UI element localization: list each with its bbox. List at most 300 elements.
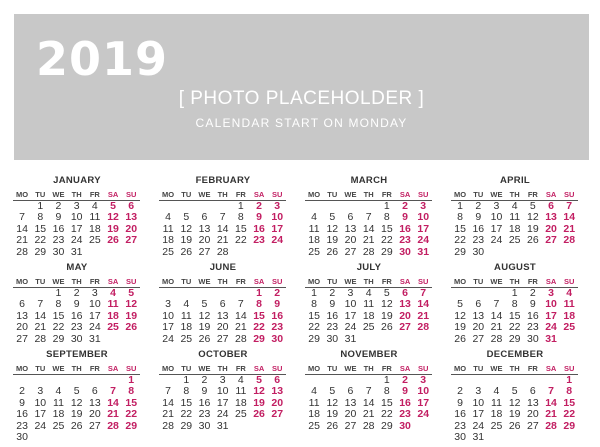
month-name: APRIL (500, 175, 530, 186)
day-cell: 5 (201, 298, 208, 311)
day-cell: 9 (73, 298, 80, 311)
day-cell: 2 (402, 200, 408, 212)
day-cell: 4 (91, 200, 98, 212)
month-february (159, 175, 287, 258)
weekday-header: WE (341, 277, 359, 288)
day-cell: 30 (16, 430, 28, 443)
day-cell: 3 (73, 200, 80, 212)
day-cell: 19 (180, 234, 193, 247)
day-cell: 7 (566, 200, 573, 212)
day-cell: 2 (256, 200, 262, 212)
month-july (305, 262, 433, 345)
day-cell: 31 (216, 419, 229, 432)
weekday-header: FR (524, 277, 542, 288)
day-cell: 13 (125, 211, 138, 224)
day-cell: 25 (89, 234, 101, 247)
day-cell: 1 (383, 374, 390, 386)
day-cell: 13 (545, 211, 557, 224)
day-cell: 17 (472, 408, 485, 421)
weekday-header: SU (122, 277, 140, 288)
weekday-header: WE (487, 277, 505, 288)
day-cell: 9 (402, 385, 408, 398)
day-cell: 13 (344, 222, 357, 235)
day-cell: 27 (344, 419, 357, 432)
day-cell: 5 (383, 287, 390, 299)
day-cell: 11 (89, 211, 101, 224)
weekday-header: WE (195, 277, 213, 288)
day-cell: 4 (237, 374, 244, 386)
day-cell: 14 (216, 222, 229, 235)
photo-placeholder-text: [ PHOTO PLACEHOLDER ] (178, 88, 425, 109)
day-cell: 5 (183, 211, 190, 224)
weekday-header: SA (542, 190, 560, 201)
day-cell: 11 (491, 396, 502, 409)
day-cell: 9 (55, 211, 62, 224)
month-november (305, 349, 433, 432)
day-cell: 27 (399, 321, 411, 334)
day-cell: 21 (362, 408, 375, 421)
weekday-header: FR (86, 190, 104, 201)
month-days-grid (451, 190, 579, 258)
weekday-header: MO (451, 190, 469, 201)
day-cell: 19 (70, 408, 83, 421)
day-cell: 5 (329, 211, 336, 224)
day-cell: 16 (399, 396, 411, 409)
day-cell: 18 (89, 222, 101, 235)
day-cell: 1 (55, 287, 62, 299)
day-cell: 12 (70, 396, 83, 409)
day-cell: 2 (201, 374, 208, 386)
day-cell: 15 (508, 309, 521, 322)
day-cell: 16 (198, 396, 211, 409)
month-january (13, 175, 141, 258)
day-cell: 7 (37, 298, 44, 311)
day-cell: 18 (490, 408, 503, 421)
day-cell: 20 (16, 321, 28, 334)
day-cell: 30 (472, 245, 485, 258)
month-days-grid (159, 190, 287, 258)
day-cell: 11 (235, 385, 247, 398)
weekday-header: MO (451, 364, 469, 375)
day-cell: 12 (107, 211, 119, 224)
weekday-header: WE (49, 190, 67, 201)
day-cell: 13 (216, 309, 229, 322)
day-cell: 23 (271, 321, 284, 334)
day-cell: 26 (198, 332, 211, 345)
day-cell: 8 (237, 211, 244, 224)
day-cell: 21 (362, 234, 375, 247)
photo-header (14, 14, 589, 160)
day-cell: 23 (399, 408, 411, 421)
weekday-header: FR (232, 277, 250, 288)
day-cell: 10 (216, 385, 229, 398)
day-cell: 3 (347, 287, 354, 299)
month-name: JUNE (209, 262, 237, 273)
weekday-header: SU (268, 364, 286, 375)
day-cell: 18 (162, 234, 174, 247)
day-cell: 20 (344, 234, 357, 247)
weekday-header: SU (560, 364, 578, 375)
month-days-grid (305, 190, 433, 258)
day-cell: 19 (381, 309, 393, 322)
day-cell: 29 (308, 332, 320, 345)
day-cell: 9 (274, 298, 281, 311)
day-cell: 15 (235, 222, 247, 235)
day-cell: 22 (454, 234, 466, 247)
day-cell: 6 (347, 211, 354, 224)
day-cell: 16 (326, 309, 339, 322)
day-cell: 27 (527, 419, 539, 432)
day-cell: 28 (107, 419, 119, 432)
day-cell: 13 (271, 385, 284, 398)
day-cell: 4 (511, 200, 518, 212)
day-cell: 31 (344, 332, 357, 345)
month-days-grid (305, 277, 433, 345)
day-cell: 19 (253, 396, 265, 409)
day-cell: 26 (381, 321, 393, 334)
weekday-header: TU (177, 190, 195, 201)
day-cell: 15 (381, 396, 393, 409)
month-june (159, 262, 287, 345)
day-cell: 10 (417, 211, 430, 224)
weekday-header: SU (268, 190, 286, 201)
day-cell: 7 (548, 385, 554, 398)
day-cell: 28 (545, 419, 557, 432)
day-cell: 2 (329, 287, 336, 299)
day-cell: 19 (527, 222, 539, 235)
day-cell: 26 (70, 419, 83, 432)
month-name: SEPTEMBER (46, 349, 108, 360)
weekday-header: WE (49, 364, 67, 375)
day-cell: 19 (454, 321, 466, 334)
day-cell: 17 (162, 321, 174, 334)
weekday-header: SA (104, 364, 122, 375)
month-days-grid (159, 277, 287, 345)
day-cell: 12 (253, 385, 265, 398)
day-cell: 20 (125, 222, 138, 235)
month-name: DECEMBER (486, 349, 544, 360)
day-cell: 12 (381, 298, 393, 311)
day-cell: 6 (402, 287, 408, 299)
day-cell: 21 (16, 234, 28, 247)
day-cell: 20 (198, 234, 211, 247)
day-cell: 1 (566, 374, 573, 386)
day-cell: 29 (454, 245, 466, 258)
day-cell: 27 (216, 332, 229, 345)
day-cell: 19 (508, 408, 521, 421)
month-days-grid (451, 364, 579, 443)
day-cell: 2 (402, 374, 408, 386)
weekday-header: TU (469, 364, 487, 375)
day-cell: 22 (34, 234, 47, 247)
day-cell: 3 (420, 374, 427, 386)
day-cell: 28 (16, 245, 28, 258)
weekday-header: WE (49, 277, 67, 288)
day-cell: 26 (326, 419, 339, 432)
day-cell: 5 (128, 287, 135, 299)
day-cell: 6 (19, 298, 26, 311)
day-cell: 24 (417, 408, 430, 421)
weekday-header: SU (122, 190, 140, 201)
day-cell: 24 (417, 234, 430, 247)
day-cell: 26 (107, 234, 119, 247)
weekday-header: TU (469, 190, 487, 201)
day-cell: 24 (70, 234, 83, 247)
day-cell: 26 (508, 419, 521, 432)
day-cell: 16 (16, 408, 28, 421)
year-title: 2019 (36, 32, 169, 86)
day-cell: 6 (201, 211, 208, 224)
day-cell: 1 (511, 287, 518, 299)
day-cell: 18 (362, 309, 375, 322)
day-cell: 11 (363, 298, 375, 311)
day-cell: 8 (457, 211, 464, 224)
day-cell: 25 (508, 234, 521, 247)
day-cell: 22 (125, 408, 138, 421)
month-april (451, 175, 579, 258)
day-cell: 7 (420, 287, 427, 299)
day-cell: 20 (344, 408, 357, 421)
weekday-header: TU (323, 277, 341, 288)
day-cell: 19 (326, 408, 339, 421)
month-december (451, 349, 579, 443)
day-cell: 1 (457, 200, 464, 212)
day-cell: 27 (545, 234, 557, 247)
day-cell: 22 (235, 234, 247, 247)
day-cell: 6 (529, 385, 536, 398)
day-cell: 29 (34, 245, 47, 258)
day-cell: 2 (55, 200, 62, 212)
weekday-header: MO (305, 277, 323, 288)
day-cell: 17 (271, 222, 284, 235)
day-cell: 15 (308, 309, 320, 322)
day-cell: 20 (545, 222, 557, 235)
day-cell: 29 (125, 419, 138, 432)
day-cell: 3 (475, 385, 482, 398)
weekday-header: SA (542, 364, 560, 375)
month-days-grid (13, 190, 141, 258)
day-cell: 23 (454, 419, 466, 432)
month-name: JANUARY (53, 175, 101, 186)
month-may (13, 262, 141, 345)
day-cell: 31 (545, 332, 557, 345)
day-cell: 17 (490, 222, 503, 235)
day-cell: 8 (256, 298, 262, 311)
day-cell: 28 (235, 332, 247, 345)
day-cell: 11 (180, 309, 192, 322)
day-cell: 17 (417, 222, 430, 235)
day-cell: 5 (457, 298, 464, 311)
weekday-header: SU (414, 364, 432, 375)
weekday-header: SA (396, 277, 414, 288)
day-cell: 14 (362, 222, 375, 235)
weekday-header: TH (68, 190, 86, 201)
day-cell: 24 (490, 234, 503, 247)
day-cell: 21 (216, 234, 229, 247)
weekday-header: MO (13, 277, 31, 288)
month-august (451, 262, 579, 345)
weekday-header: TU (31, 364, 49, 375)
month-days-grid (13, 364, 141, 443)
day-cell: 18 (308, 408, 320, 421)
day-cell: 15 (180, 396, 193, 409)
day-cell: 12 (198, 309, 211, 322)
day-cell: 4 (311, 385, 318, 398)
weekday-header: SU (268, 277, 286, 288)
day-cell: 20 (216, 321, 229, 334)
weekday-header: FR (378, 190, 396, 201)
day-cell: 19 (107, 222, 119, 235)
month-name: OCTOBER (198, 349, 248, 360)
weekday-header: FR (378, 364, 396, 375)
day-cell: 13 (527, 396, 539, 409)
day-cell: 7 (365, 211, 372, 224)
day-cell: 15 (253, 309, 265, 322)
weekday-header: TH (68, 277, 86, 288)
day-cell: 22 (381, 234, 393, 247)
day-cell: 28 (417, 321, 430, 334)
day-cell: 22 (508, 321, 521, 334)
day-cell: 21 (545, 408, 557, 421)
day-cell: 4 (183, 298, 190, 311)
day-cell: 19 (125, 309, 138, 322)
day-cell: 15 (454, 222, 466, 235)
day-cell: 25 (362, 321, 375, 334)
day-cell: 4 (311, 211, 318, 224)
day-cell: 6 (219, 298, 226, 311)
weekday-header: WE (195, 364, 213, 375)
day-cell: 10 (34, 396, 47, 409)
weekday-header: SU (560, 190, 578, 201)
day-cell: 15 (563, 396, 576, 409)
weekday-header: TH (360, 190, 378, 201)
weekday-header: TU (177, 364, 195, 375)
day-cell: 18 (508, 222, 521, 235)
day-cell: 14 (490, 309, 503, 322)
day-cell: 12 (527, 211, 539, 224)
day-cell: 28 (216, 245, 229, 258)
calendar-start-note: CALENDAR START ON MONDAY (195, 116, 408, 130)
day-cell: 5 (329, 385, 336, 398)
day-cell: 26 (253, 408, 265, 421)
day-cell: 5 (529, 200, 536, 212)
weekday-header: TH (506, 364, 524, 375)
day-cell: 22 (308, 321, 320, 334)
day-cell: 6 (475, 298, 482, 311)
day-cell: 28 (563, 234, 576, 247)
day-cell: 29 (563, 419, 576, 432)
weekday-header: FR (86, 277, 104, 288)
weekday-header: MO (159, 364, 177, 375)
day-cell: 14 (563, 211, 576, 224)
day-cell: 9 (19, 396, 26, 409)
weekday-header: FR (232, 190, 250, 201)
day-cell: 10 (344, 298, 357, 311)
day-cell: 18 (308, 234, 320, 247)
day-cell: 23 (399, 234, 411, 247)
day-cell: 29 (52, 332, 65, 345)
day-cell: 3 (274, 200, 281, 212)
day-cell: 18 (180, 321, 193, 334)
day-cell: 23 (70, 321, 83, 334)
weekday-header: TH (360, 277, 378, 288)
month-name: FEBRUARY (195, 175, 251, 186)
day-cell: 8 (37, 211, 44, 224)
day-cell: 30 (52, 245, 65, 258)
day-cell: 20 (271, 396, 284, 409)
day-cell: 25 (490, 419, 503, 432)
day-cell: 12 (180, 222, 193, 235)
day-cell: 18 (563, 309, 576, 322)
day-cell: 28 (490, 332, 503, 345)
day-cell: 8 (55, 298, 62, 311)
weekday-header: TU (31, 277, 49, 288)
weekday-header: SA (542, 277, 560, 288)
day-cell: 28 (162, 419, 174, 432)
day-cell: 16 (70, 309, 83, 322)
weekday-header: SA (250, 190, 268, 201)
day-cell: 22 (253, 321, 265, 334)
weekday-header: TU (469, 277, 487, 288)
day-cell: 5 (110, 200, 116, 212)
day-cell: 16 (253, 222, 265, 235)
day-cell: 11 (509, 211, 521, 224)
day-cell: 17 (70, 222, 83, 235)
day-cell: 24 (216, 408, 229, 421)
day-cell: 10 (162, 309, 174, 322)
day-cell: 30 (198, 419, 211, 432)
day-cell: 11 (563, 298, 575, 311)
day-cell: 29 (253, 332, 265, 345)
month-days-grid (13, 277, 141, 345)
day-cell: 21 (490, 321, 503, 334)
day-cell: 27 (472, 332, 485, 345)
day-cell: 7 (237, 298, 244, 311)
day-cell: 11 (107, 298, 119, 311)
day-cell: 31 (70, 245, 83, 258)
month-name: AUGUST (494, 262, 536, 273)
day-cell: 16 (454, 408, 466, 421)
day-cell: 29 (381, 419, 393, 432)
month-march (305, 175, 433, 258)
day-cell: 29 (508, 332, 521, 345)
day-cell: 25 (162, 245, 174, 258)
day-cell: 8 (128, 385, 135, 398)
day-cell: 23 (52, 234, 65, 247)
weekday-header: SU (414, 190, 432, 201)
day-cell: 21 (162, 408, 174, 421)
month-days-grid (159, 364, 287, 432)
day-cell: 19 (326, 234, 339, 247)
weekday-header: FR (86, 364, 104, 375)
day-cell: 2 (457, 385, 464, 398)
day-cell: 2 (475, 200, 482, 212)
weekday-header: TH (68, 364, 86, 375)
day-cell: 28 (362, 419, 375, 432)
day-cell: 2 (19, 385, 26, 398)
day-cell: 16 (271, 309, 284, 322)
weekday-header: SA (396, 190, 414, 201)
weekday-header: MO (13, 190, 31, 201)
day-cell: 4 (365, 287, 372, 299)
weekday-header: TU (31, 190, 49, 201)
weekday-header: SA (104, 277, 122, 288)
day-cell: 10 (271, 211, 284, 224)
day-cell: 31 (89, 332, 101, 345)
weekday-header: TU (323, 190, 341, 201)
day-cell: 16 (399, 222, 411, 235)
day-cell: 8 (566, 385, 573, 398)
